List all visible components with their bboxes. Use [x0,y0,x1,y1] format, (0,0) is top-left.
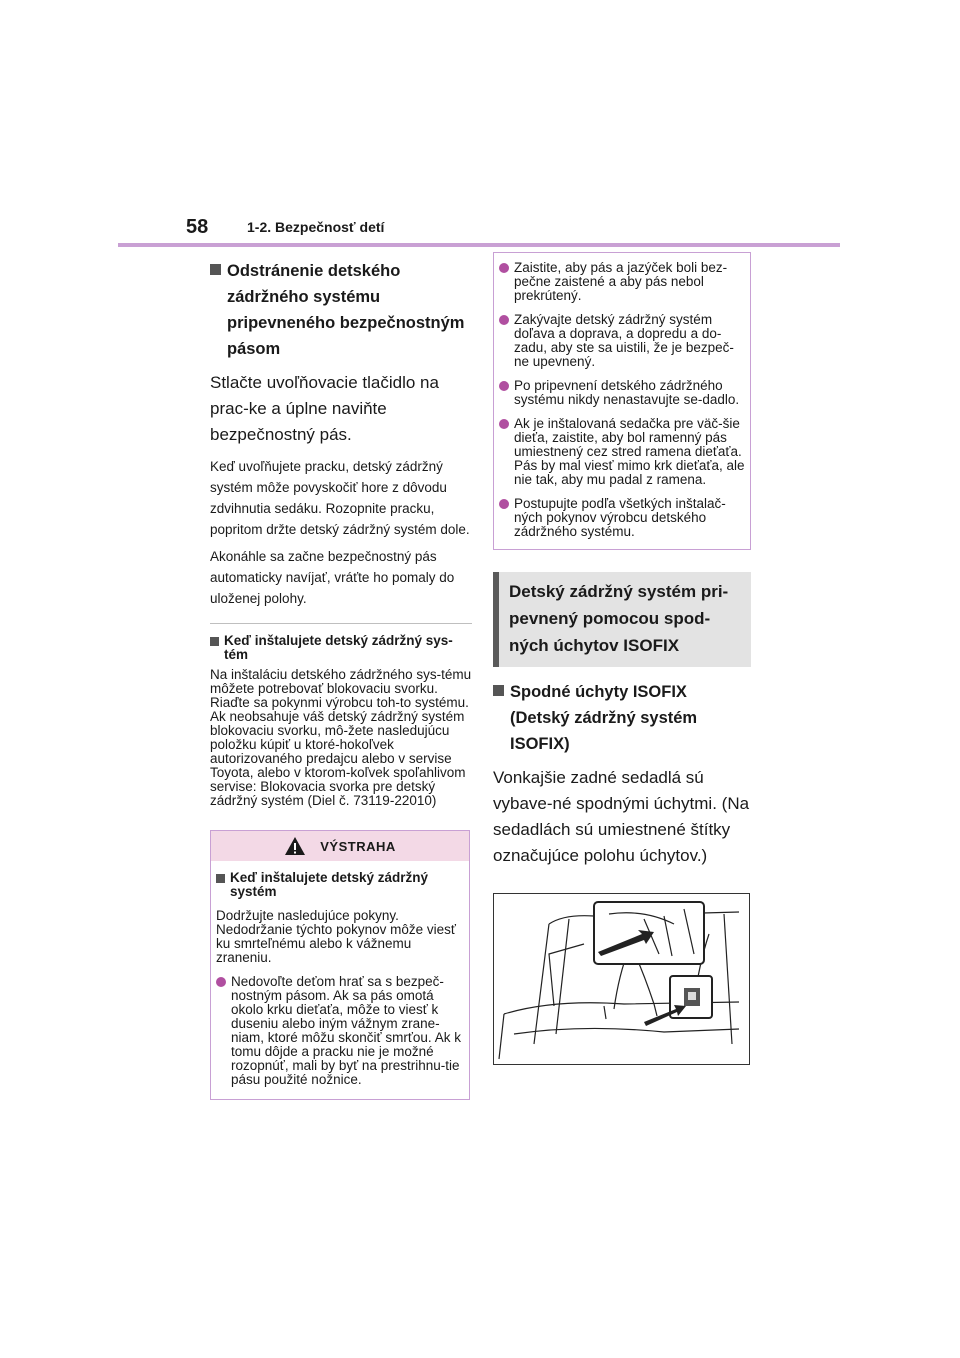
dot-bullet-icon [499,419,509,429]
header-rule [118,243,840,247]
list-item [499,379,746,407]
rear-seat-illustration [494,894,749,1064]
square-bullet-icon [493,685,504,696]
isofix-subheading-text: Spodné úchyty ISOFIX (Detský zádržný systém ISOFIX) [510,683,698,753]
square-bullet-icon [216,874,225,883]
dot-bullet-icon [499,315,509,325]
right-column [493,258,751,1065]
list-item [499,417,746,487]
page-number: 58 [186,216,209,238]
install-note: Na inštaláciu detského zádržného sys-tému môžete potrebovať blokovaciu svorku. Riaďte sa pokynmi výrobcu toh-to systému. Ak neobsahuje váš detský zádržný systém blokovaciu svorku, mô-žete nasledujúcu položku kúpiť u ktoré-hokoľvek autorizovaného predajcu alebo v servise Toyota, alebo v ktorom-koľvek spoľahlivom servise: Blokovacia svorka pre detský zádržný systém (Diel č. 73119-22010) [210,667,472,808]
warning-bullet-text: Nedovoľte deťom hrať sa s bezpeč-nostným pásom. Ak sa pás omotá okolo krku dieťaťa, môže to viesť k duseniu alebo iným vážnym zrane-niam, ktoré môžu skončiť smrťou. Ak k tomu dôjde a pracku nie je možné rozopnúť, mali by byť na prestrihnu-tie pásu použité nožnice. [231,974,461,1087]
dot-bullet-icon [499,263,509,273]
instruction-text: Stlačte uvoľňovacie tlačidlo na prac-ke a úplne naviňte bezpečnostný pás. [210,373,439,444]
list-item-text: Zaistite, aby pás a jazýček boli bez-pečne zaistené a aby pás nebol prekrútený. [514,260,728,303]
warning-title: VÝSTRAHA [320,838,396,854]
list-item-text: Postupujte podľa všetkých inštalač-ných pokynov výrobcu detského zádržného systému. [514,496,726,539]
install-subheading [210,634,472,662]
removal-heading [210,258,472,362]
dot-bullet-icon [499,499,509,509]
info-paragraph-2: Akonáhle sa začne bezpečnostný pás automaticky navíjať, vráťte ho pomaly do uloženej polohy. [210,549,455,606]
removal-heading-text: Odstránenie detského zádržného systému pripevneného bezpečnostným pásom [227,262,465,358]
list-item [499,313,746,369]
isofix-section-heading-text: Detský zádržný systém pri-pevnený pomocou spod-ných úchytov ISOFIX [509,582,729,655]
square-bullet-icon [210,637,219,646]
list-item [499,497,746,539]
dot-bullet-icon [216,977,226,987]
square-bullet-icon [210,264,221,275]
list-item-text: Zakývajte detský zádržný systém doľava a doprava, a dopredu a do-zadu, aby ste sa uistili, že je bezpeč-ne upevnený. [514,312,734,369]
install-subheading-text: Keď inštalujete detský zádržný sys-tém [224,633,453,662]
warning-box [210,830,470,1100]
warning-subheading-text: Keď inštalujete detský zádržný systém [230,870,429,899]
warning-bullet [216,975,464,1087]
divider [210,623,472,624]
isofix-section-heading [493,572,751,667]
warning-body [211,861,469,1099]
warning-triangle-icon [284,836,306,856]
warning-intro: Dodržujte nasledujúce pokyny. Nedodržanie týchto pokynov môže viesť ku smrteľnému alebo k vážnemu zraneniu. [216,908,456,965]
isofix-body: Vonkajšie zadné sedadlá sú vybave-né spodnými úchytmi. (Na sedadlách sú umiestnené štítky označujúce polohu úchytov.) [493,768,750,865]
warning-subheading [216,871,464,899]
isofix-subheading [493,679,751,757]
section-title: 1-2. Bezpečnosť detí [247,219,385,235]
warning-header [211,831,469,861]
info-paragraph-1: Keď uvoľňujete pracku, detský zádržný systém môže povyskočiť hore z dôvodu zdvihnutia sedáku. Rozopnite pracku, popritom držte detský zádržný systém dole. [210,459,470,537]
warning-continuation-box [493,252,751,550]
list-item-text: Po pripevnení detského zádržného systému nikdy nenastavujte se-dadlo. [514,378,740,407]
list-item [499,261,746,303]
left-column [210,258,472,1100]
list-item-text: Ak je inštalovaná sedačka pre väč-šie dieťa, zaistite, aby bol ramenný pás umiestnený cez stred ramena dieťaťa. Pás by mal viesť mimo krk dieťaťa, ale nie tak, aby mu padal z ramena. [514,416,745,487]
isofix-illustration [493,893,750,1065]
dot-bullet-icon [499,381,509,391]
